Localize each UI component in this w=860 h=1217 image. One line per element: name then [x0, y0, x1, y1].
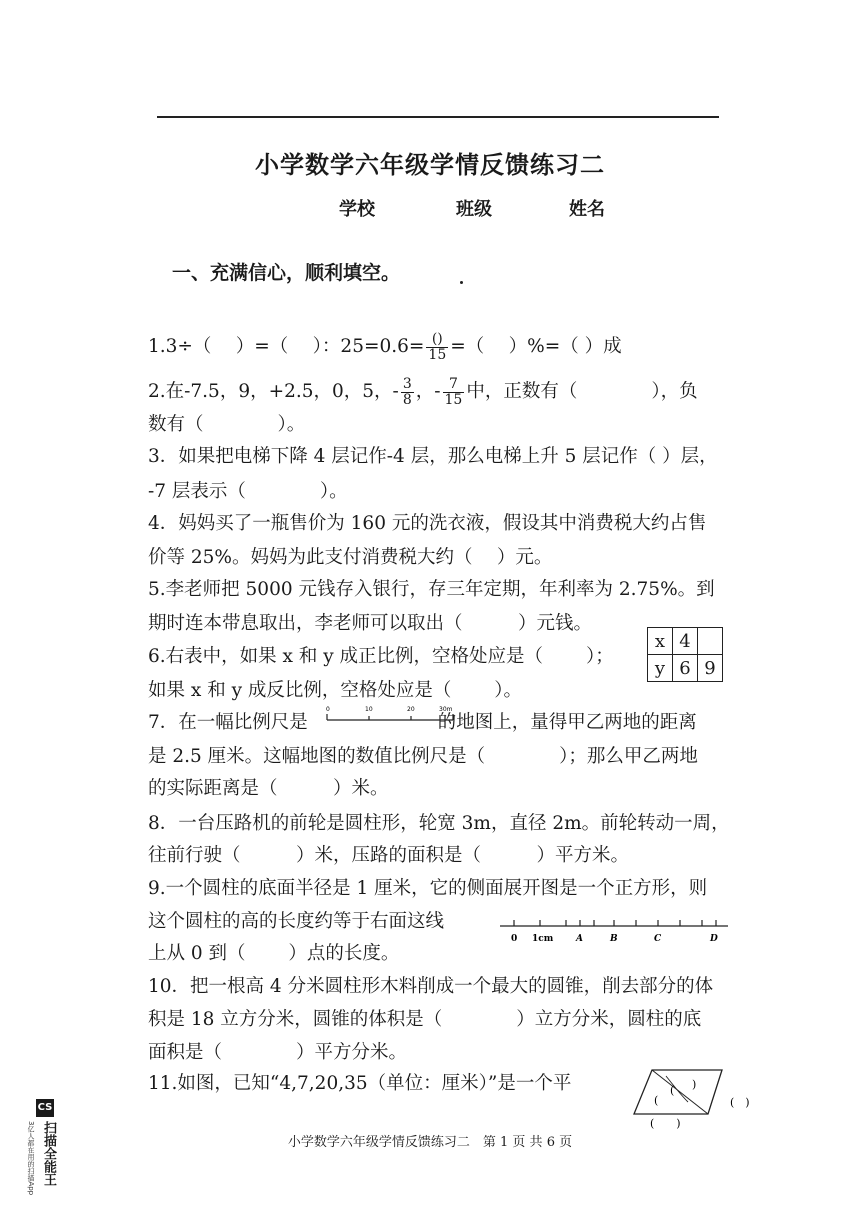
ruler-label: D: [710, 934, 718, 944]
table-row: [648, 628, 723, 655]
ruler-label: 0: [511, 934, 518, 944]
question-1: 1.3÷（ ）=（ ）：25=0.6= $\frac{()}{15}$ =（ ）%=（ ）成: [148, 331, 622, 363]
line-scale-figure: [325, 705, 457, 727]
question-6: 6.右表中，如果 x 和 y 成正比例，空格处应是（ ）；: [148, 646, 614, 667]
question-10-line-3: 面积是（ ）平方分米。: [148, 1042, 408, 1063]
question-11: 11.如图，已知“4,7,20,35（单位：厘米）”是一个平: [148, 1073, 572, 1094]
question-2: 2.在-7.5，9，+2.5，0，5，- $\frac{3}{8}$ ，- $\frac{7}{15}$ 中，正数有（ ），负: [148, 376, 698, 408]
xy-table: [647, 627, 723, 682]
ruler-label: B: [610, 934, 618, 944]
ruler-ticks: [514, 920, 716, 926]
question-3: 3．如果把电梯下降 4 层记作-4 层，那么电梯上升 5 层记作（ ）层，: [148, 446, 718, 467]
table-cell: 6: [673, 655, 698, 682]
brand-tagline: 3亿人都在用的扫描App: [27, 1121, 35, 1196]
table-cell: 9: [698, 655, 723, 682]
blank-paren: (: [670, 1084, 675, 1097]
question-10: 10．把一根高 4 分米圆柱形木料削成一个最大的圆锥，削去部分的体: [148, 976, 714, 997]
page-footer: 小学数学六年级学情反馈练习二 第 1 页 共 6 页: [287, 1135, 573, 1150]
table-row: [648, 655, 723, 682]
question-9: 9.一个圆柱的底面半径是 1 厘米，它的侧面展开图是一个正方形，则: [148, 878, 708, 899]
question-5-line-2: 期时连本带息取出，李老师可以取出（ ）元钱。: [148, 613, 593, 634]
ruler-figure: [496, 916, 732, 948]
blank-paren: ( ): [730, 1096, 750, 1109]
fraction: $\frac{3}{8}$: [402, 376, 412, 408]
fraction: $\frac{()}{15}$: [428, 331, 447, 363]
fraction: $\frac{7}{15}$: [444, 376, 463, 408]
camscanner-logo-icon: CS: [36, 1099, 54, 1117]
ruler-label: A: [576, 934, 583, 944]
school-label: 学校: [339, 199, 375, 220]
question-2-line-2: 数有（ ）。: [148, 414, 306, 435]
scale-label: 20: [407, 706, 415, 713]
question-9-line-2: 这个圆柱的高的长度约等于右面这线: [148, 911, 445, 932]
diagonal: [652, 1070, 708, 1114]
class-label: 班级: [456, 199, 492, 220]
question-7-line-2: 是 2.5 厘米。这幅地图的数值比例尺是（ ）；那么甲乙两地: [148, 746, 698, 767]
table-cell-blank: [698, 628, 723, 655]
scanner-watermark: [28, 1099, 58, 1204]
parallelogram: [634, 1070, 722, 1114]
parallelogram-figure: [626, 1064, 752, 1130]
scale-label: 10: [365, 706, 373, 713]
blank-paren: ): [692, 1078, 697, 1091]
question-9-line-3: 上从 0 到（ ）点的长度。: [148, 943, 400, 964]
question-8-line-2: 往前行驶（ ）米，压路的面积是（ ）平方米。: [148, 845, 630, 866]
question-7: 7．在一幅比例尺是 的地图上，量得甲乙两地的距离: [148, 712, 697, 733]
question-5: 5.李老师把 5000 元钱存入银行，存三年定期，年利率为 2.75%。到: [148, 579, 715, 600]
table-cell: 4: [673, 628, 698, 655]
question-8: 8．一台压路机的前轮是圆柱形，轮宽 3m，直径 2m。前轮转动一周，: [148, 813, 730, 834]
blank-paren: (: [654, 1094, 659, 1107]
blank-paren: ( ): [650, 1117, 681, 1130]
question-6-line-2: 如果 x 和 y 成反比例，空格处应是（ ）。: [148, 680, 523, 701]
question-7-line-3: 的实际距离是（ ）米。: [148, 778, 389, 799]
table-cell: x: [648, 628, 673, 655]
question-4-line-2: 价等 25%。妈妈为此支付消费税大约（ ）元。: [148, 547, 553, 568]
question-3-line-2: -7 层表示（ ）。: [148, 481, 348, 502]
page-title: 小学数学六年级学情反馈练习二: [255, 150, 605, 179]
question-4: 4．妈妈买了一瓶售价为 160 元的洗衣液，假设其中消费税大约占售: [148, 513, 707, 534]
scale-label: 0: [326, 706, 330, 713]
table-cell: y: [648, 655, 673, 682]
ruler-label: C: [654, 934, 662, 944]
scale-label: 30m: [439, 706, 453, 713]
question-10-line-2: 积是 18 立方分米，圆锥的体积是（ ）立方分米，圆柱的底: [148, 1009, 702, 1030]
name-label: 姓名: [569, 199, 605, 220]
scan-speck: [460, 281, 463, 284]
top-rule: [157, 116, 719, 118]
section-heading: 一、充满信心，顺利填空。: [172, 262, 401, 284]
brand-name: 扫描全能王: [41, 1121, 56, 1186]
ruler-label: 1cm: [532, 934, 554, 944]
